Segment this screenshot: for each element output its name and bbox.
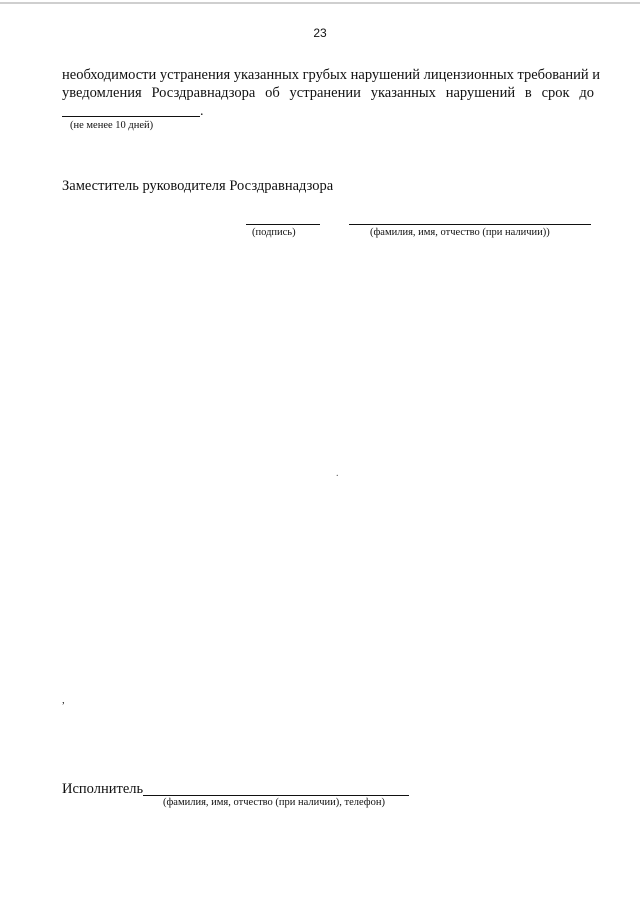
- deadline-caption: (не менее 10 дней): [70, 120, 154, 131]
- stray-mark-left: ,: [62, 694, 65, 706]
- signature-blank-line: [246, 224, 320, 225]
- deadline-blank-line: [62, 116, 200, 117]
- deadline-period: .: [200, 104, 204, 119]
- full-name-caption: (фамилия, имя, отчество (при наличии)): [370, 227, 550, 238]
- executor-label: Исполнитель: [62, 781, 144, 797]
- executor-caption: (фамилия, имя, отчество (при наличии), телефон): [163, 797, 385, 808]
- scan-top-edge: [0, 2, 640, 4]
- signer-title: Заместитель руководителя Росздравнадзора: [62, 178, 334, 194]
- page-number: 23: [313, 26, 327, 40]
- full-name-blank-line: [349, 224, 591, 225]
- paragraph-line-1: необходимости устранения указанных грубых нарушений лицензионных требований и: [62, 67, 601, 83]
- stray-mark-mid: .: [336, 468, 339, 479]
- executor-blank-line: [143, 795, 409, 796]
- paragraph-line-2: уведомления Росздравнадзора об устранении указанных нарушений в срок до: [62, 85, 594, 101]
- signature-caption: (подпись): [252, 227, 296, 238]
